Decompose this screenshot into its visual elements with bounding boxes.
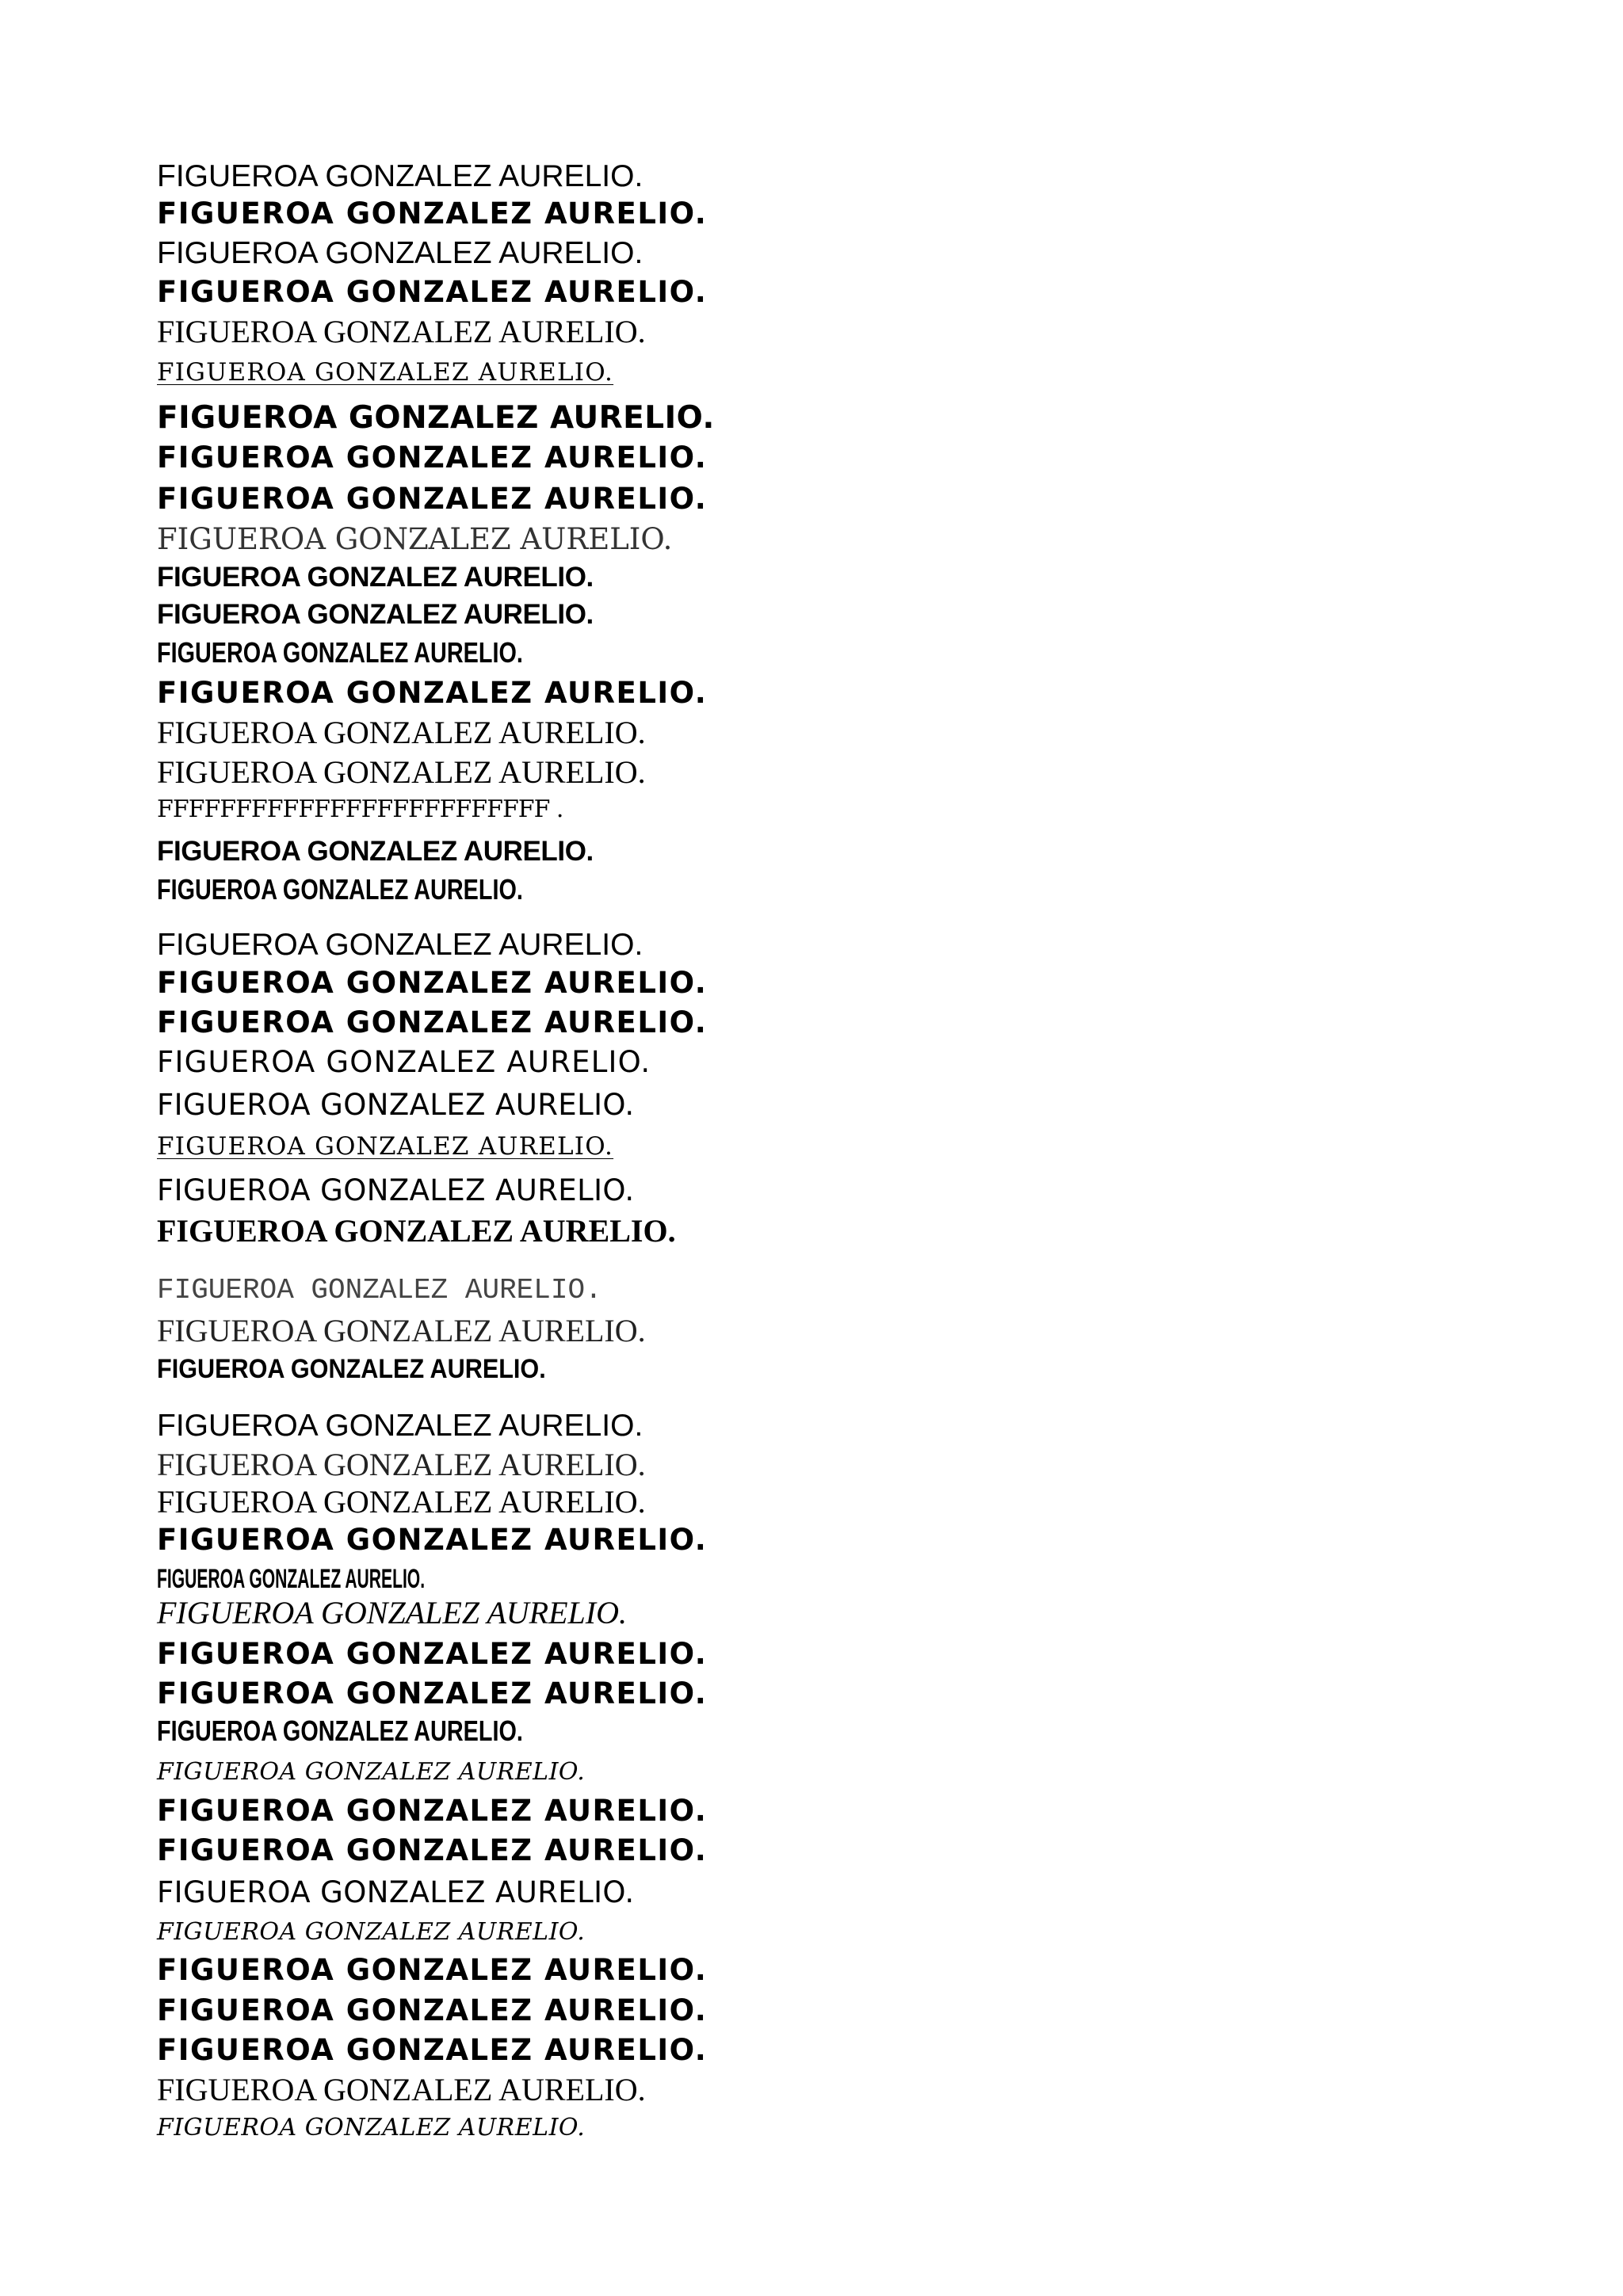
name-line: FIGUEROA GONZALEZ AURELIO.	[157, 314, 646, 349]
name-line: FIGUEROA GONZALEZ AURELIO.	[157, 1523, 708, 1557]
name-line: FIGUEROA GONZALEZ AURELIO.	[157, 2033, 708, 2067]
name-line: FIGUEROA GONZALEZ AURELIO.	[157, 1173, 635, 1207]
name-line: FIGUEROA GONZALEZ AURELIO.	[157, 1213, 676, 1249]
name-line: FIGUEROA GONZALEZ AURELIO.	[157, 1595, 627, 1630]
name-line: FFFFFFFFFFFFFFFFFFFFFFFFF .	[157, 795, 563, 823]
name-line: FIGUEROA GONZALEZ AURELIO.	[157, 1313, 646, 1348]
name-line: FIGUEROA GONZALEZ AURELIO.	[157, 2114, 586, 2142]
name-line: FIGUEROA GONZALEZ AURELIO.	[157, 676, 708, 710]
name-line: FIGUEROA GONZALEZ AURELIO.	[157, 1637, 708, 1671]
name-line: FIGUEROA GONZALEZ AURELIO.	[157, 1676, 708, 1711]
name-line: FIGUEROA GONZALEZ AURELIO.	[157, 1409, 643, 1443]
name-line: FIGUEROA GONZALEZ AURELIO.	[157, 400, 715, 436]
name-line: FIGUEROA GONZALEZ AURELIO.	[157, 1088, 635, 1122]
name-line: FIGUEROA GONZALEZ AURELIO.	[157, 715, 646, 750]
name-line: FIGUEROA GONZALEZ AURELIO.	[157, 522, 673, 556]
name-line: FIGUEROA GONZALEZ AURELIO.	[157, 1875, 635, 1909]
name-line: FIGUEROA GONZALEZ AURELIO.	[157, 599, 594, 630]
name-line: FIGUEROA GONZALEZ AURELIO.	[157, 1447, 646, 1482]
name-line: FIGUEROA GONZALEZ AURELIO.	[157, 275, 708, 309]
name-line: FIGUEROA GONZALEZ AURELIO.	[157, 482, 708, 516]
name-line: FIGUEROA GONZALEZ AURELIO.	[157, 754, 646, 790]
name-line: FIGUEROA GONZALEZ AURELIO.	[157, 836, 594, 867]
name-line: FIGUEROA GONZALEZ AURELIO.	[157, 636, 523, 669]
name-line: FIGUEROA GONZALEZ AURELIO.	[157, 1354, 546, 1384]
name-line: FIGUEROA GONZALEZ AURELIO.	[157, 1833, 708, 1867]
name-line: FIGUEROA GONZALEZ AURELIO.	[157, 562, 594, 593]
name-line: FIGUEROA GONZALEZ AURELIO.	[157, 1794, 708, 1828]
name-line: FIGUEROA GONZALEZ AURELIO.	[157, 2072, 646, 2107]
name-line: FIGUEROA GONZALEZ AURELIO.	[157, 966, 708, 1000]
name-line: FIGUEROA GONZALEZ AURELIO.	[157, 1274, 602, 1306]
name-line: FIGUEROA GONZALEZ AURELIO.	[157, 159, 643, 193]
name-line: FIGUEROA GONZALEZ AURELIO.	[157, 196, 708, 231]
name-line: FIGUEROA GONZALEZ AURELIO.	[157, 1045, 651, 1079]
name-line: FIGUEROA GONZALEZ AURELIO.	[157, 1993, 708, 2027]
name-line: FIGUEROA GONZALEZ AURELIO.	[157, 358, 614, 387]
name-line: FIGUEROA GONZALEZ AURELIO.	[157, 1758, 586, 1786]
name-line: FIGUEROA GONZALEZ AURELIO.	[157, 1953, 708, 1987]
name-line: FIGUEROA GONZALEZ AURELIO.	[157, 1484, 646, 1520]
name-line: FIGUEROA GONZALEZ AURELIO.	[157, 1918, 586, 1946]
name-line: FIGUEROA GONZALEZ AURELIO.	[157, 1005, 708, 1039]
name-line: FIGUEROA GONZALEZ AURELIO.	[157, 873, 523, 906]
name-line: FIGUEROA GONZALEZ AURELIO.	[157, 236, 643, 270]
name-line: FIGUEROA GONZALEZ AURELIO.	[157, 441, 708, 475]
name-line: FIGUEROA GONZALEZ AURELIO.	[157, 928, 643, 962]
name-line: FIGUEROA GONZALEZ AURELIO.	[157, 1132, 614, 1161]
name-line: FIGUEROA GONZALEZ AURELIO.	[157, 1714, 523, 1747]
name-line: FIGUEROA GONZALEZ AURELIO.	[157, 1564, 426, 1594]
